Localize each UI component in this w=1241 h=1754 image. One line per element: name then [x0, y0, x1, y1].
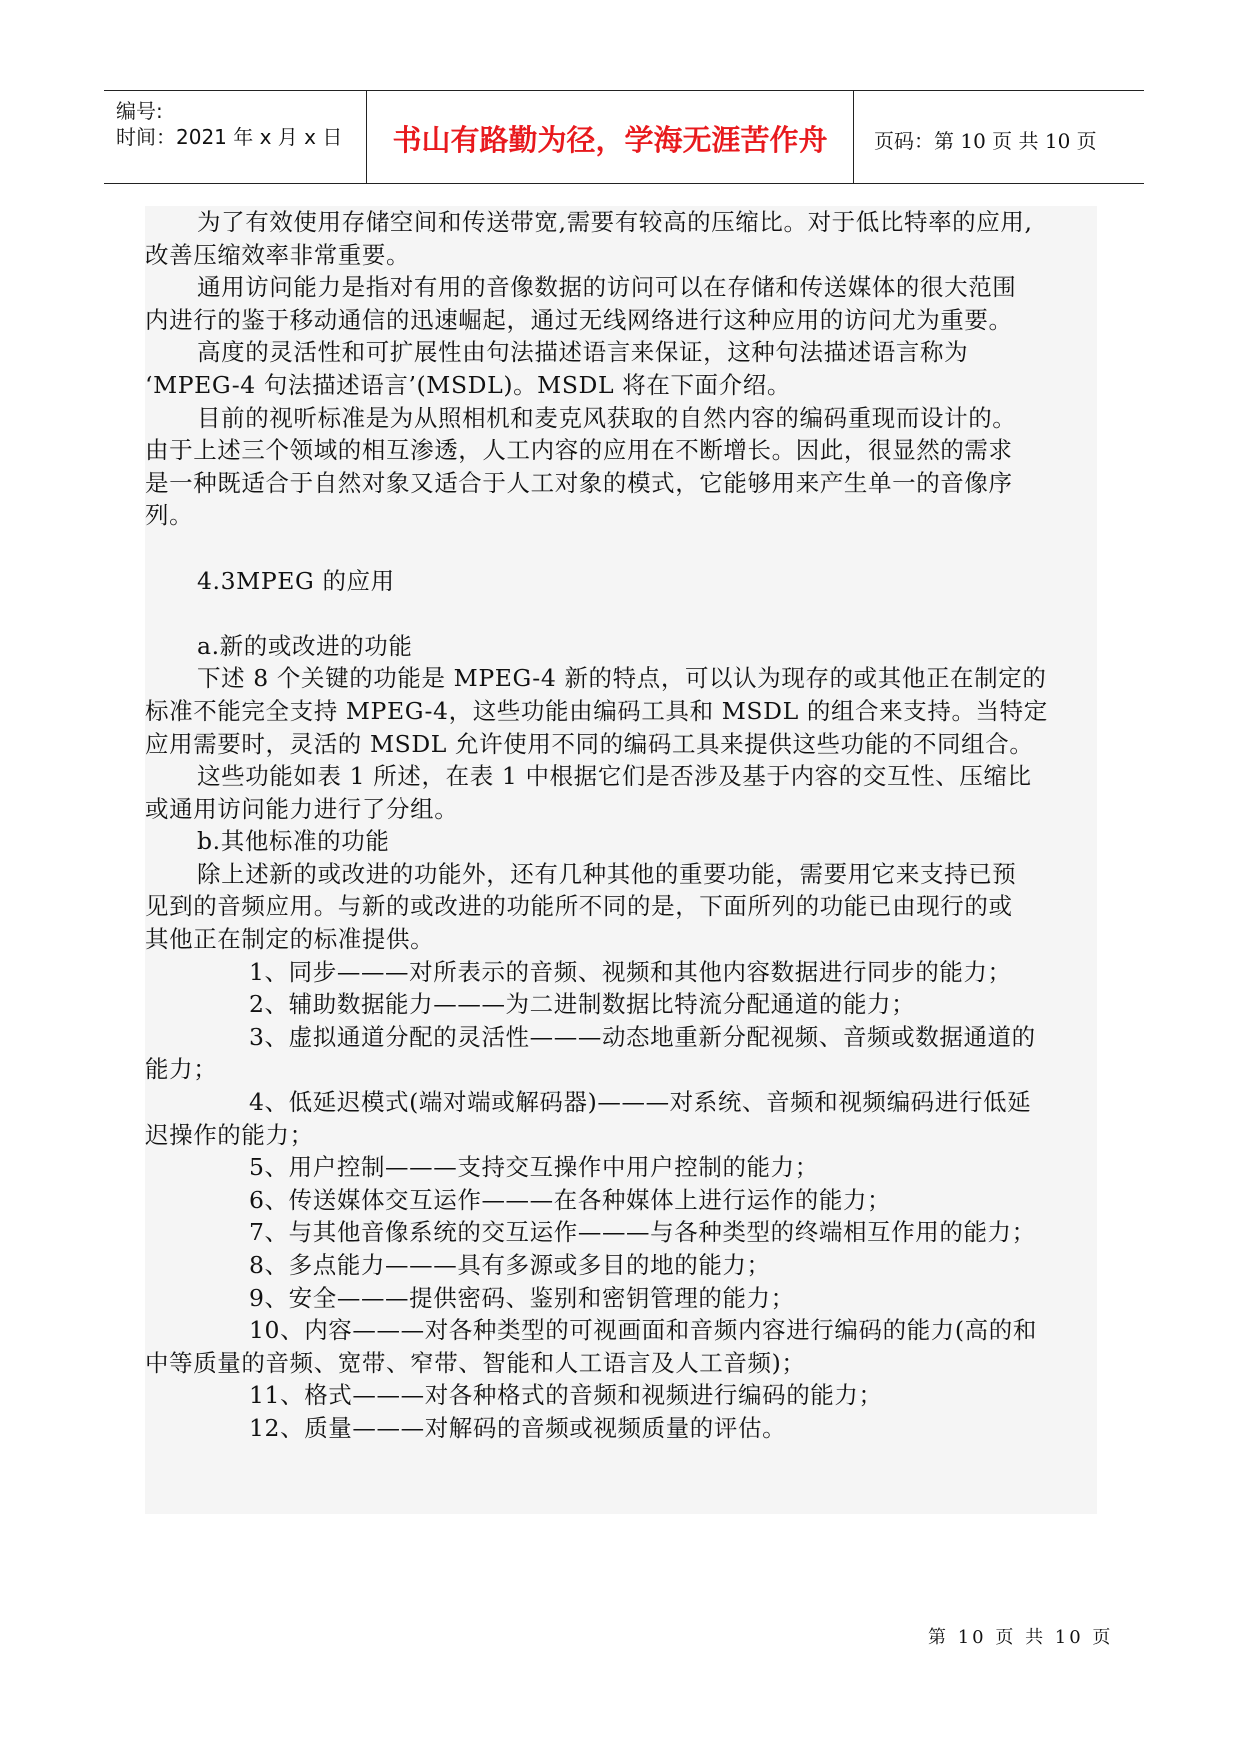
text-line: 通用访问能力是指对有用的音像数据的访问可以在存储和传送媒体的很大范围 — [197, 273, 1017, 302]
text-line: 改善压缩效率非常重要。 — [145, 240, 411, 269]
header-meta-cell — [104, 91, 366, 183]
text-line: 2、辅助数据能力———为二进制数据比特流分配通道的能力； — [249, 990, 916, 1019]
text-line: 5、用户控制———支持交互操作中用户控制的能力； — [249, 1153, 819, 1182]
text-line: 由于上述三个领域的相互渗透，人工内容的应用在不断增长。因此，很显然的需求 — [145, 436, 1013, 465]
shaded-blank-area — [145, 1449, 1097, 1514]
text-line: 6、传送媒体交互运作———在各种媒体上进行运作的能力； — [249, 1185, 892, 1214]
page-footer: 第 10 页 共 10 页 — [928, 1627, 1114, 1648]
text-line: b.其他标准的功能 — [197, 827, 390, 856]
text-line: a.新的或改进的功能 — [197, 631, 413, 660]
text-line: 4.3MPEG 的应用 — [197, 566, 395, 595]
text-line: 1、同步———对所表示的音频、视频和其他内容数据进行同步的能力； — [249, 957, 1012, 986]
text-line: 目前的视听标准是为从照相机和麦克风获取的自然内容的编码重现而设计的。 — [197, 403, 1017, 432]
blank-line — [145, 532, 1097, 565]
text-line: 见到的音频应用。与新的或改进的功能所不同的是，下面所列的功能已由现行的或 — [145, 892, 1013, 921]
text-line: 中等质量的音频、宽带、窄带、智能和人工语言及人工音频)； — [145, 1348, 806, 1377]
header-page-info: 页码：第 10 页 共 10 页 — [874, 129, 1097, 153]
text-line: 内进行的鉴于移动通信的迅速崛起，通过无线网络进行这种应用的访问尤为重要。 — [145, 305, 1013, 334]
text-line: 列。 — [145, 501, 194, 530]
text-line: 除上述新的或改进的功能外，还有几种其他的重要功能，需要用它来支持已预 — [197, 859, 1017, 888]
text-line: 10、内容———对各种类型的可视画面和音频内容进行编码的能力(高的和 — [249, 1316, 1037, 1345]
text-line: 8、多点能力———具有多源或多目的地的能力； — [249, 1251, 771, 1279]
text-line: 标准不能完全支持 MPEG-4，这些功能由编码工具和 MSDL 的组合来支持。当特定 — [145, 696, 1048, 725]
text-line: 这些功能如表 1 所述，在表 1 中根据它们是否涉及基于内容的交互性、压缩比 — [197, 762, 1032, 791]
text-line: 应用需要时，灵活的 MSDL 允许使用不同的编码工具来提供这些功能的不同组合。 — [145, 729, 1034, 758]
motto-text: 书山有路勤为径，学海无涯苦作舟 — [392, 123, 828, 157]
text-line: 4、低延迟模式(端对端或解码器)———对系统、音频和视频编码进行低延 — [249, 1088, 1032, 1117]
text-line: 下述 8 个关键的功能是 MPEG-4 新的特点，可以认为现存的或其他正在制定的 — [197, 664, 1047, 693]
time-label: 时间：2021 年 x 月 x 日 — [116, 125, 343, 149]
blank-line — [145, 597, 1097, 630]
text-line: 11、格式———对各种格式的音频和视频进行编码的能力； — [249, 1381, 883, 1410]
text-line: 其他正在制定的标准提供。 — [145, 925, 435, 954]
text-line: 12、质量———对解码的音频或视频质量的评估。 — [249, 1413, 787, 1442]
header-page-cell — [854, 91, 1144, 183]
serial-number-label: 编号: — [116, 99, 163, 123]
text-line: 7、与其他音像系统的交互运作———与各种类型的终端相互作用的能力； — [249, 1218, 1036, 1247]
text-line: 能力； — [145, 1055, 218, 1084]
body-text — [145, 206, 1097, 1451]
text-line: 或通用访问能力进行了分组。 — [145, 794, 459, 823]
header-motto-cell — [366, 91, 854, 183]
text-line: 高度的灵活性和可扩展性由句法描述语言来保证，这种句法描述语言称为 — [197, 338, 969, 367]
text-line: 是一种既适合于自然对象又适合于人工对象的模式，它能够用来产生单一的音像序 — [145, 468, 1013, 497]
text-line: 为了有效使用存储空间和传送带宽,需要有较高的压缩比。对于低比特率的应用, — [197, 208, 1033, 236]
text-line: 3、虚拟通道分配的灵活性———动态地重新分配视频、音频或数据通道的 — [249, 1022, 1036, 1051]
text-line: 9、安全———提供密码、鉴别和密钥管理的能力； — [249, 1283, 795, 1312]
text-line: ‘MPEG-4 句法描述语言’(MSDL)。MSDL 将在下面介绍。 — [145, 370, 791, 399]
document-header — [104, 90, 1144, 184]
text-line: 迟操作的能力； — [145, 1120, 314, 1149]
